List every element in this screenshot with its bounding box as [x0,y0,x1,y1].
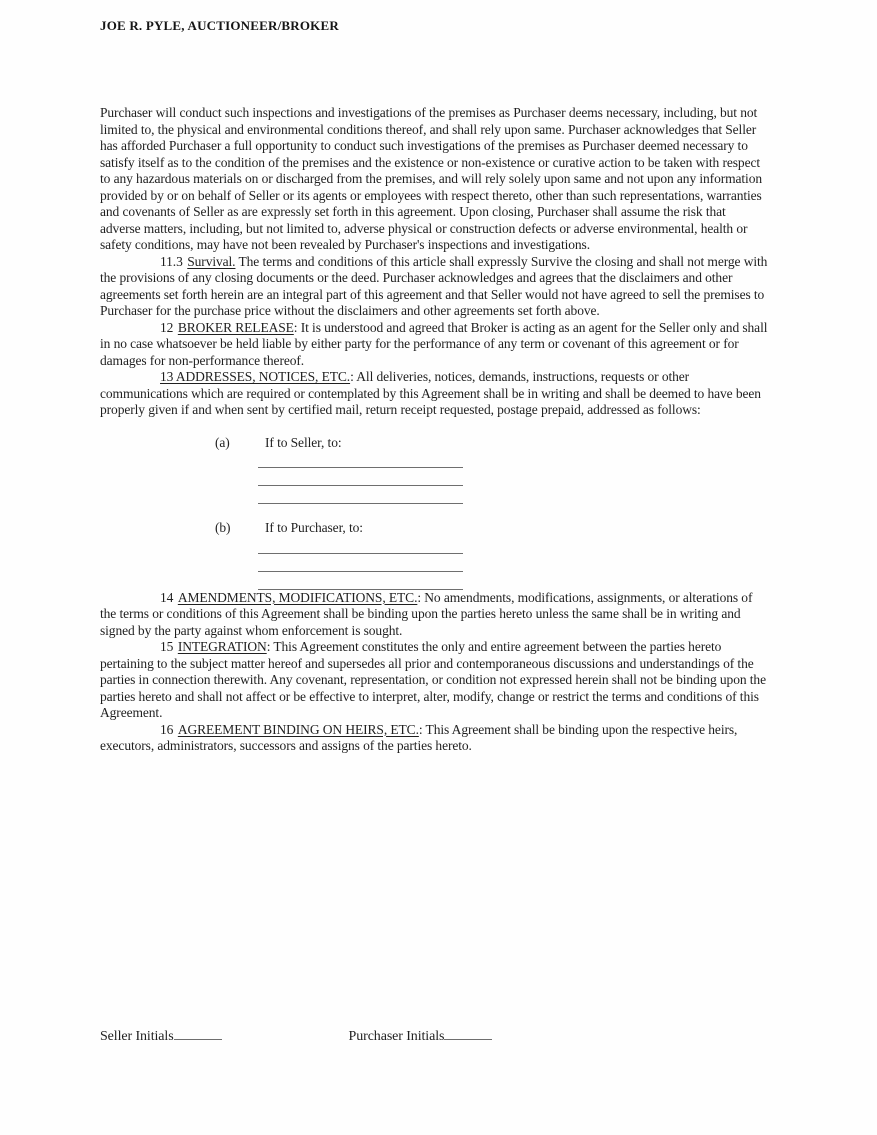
section-13-separator: : [350,369,357,384]
section-13-body: All deliveries, notices, demands, instructions, requests or other communications which are required or contemplated by this Agreement shall be in writing and shall be deemed to have been properly given if and when sent by certified mail, return receipt requested, postage prepaid, addressed as follows: [100,369,761,417]
document-body [100,105,768,755]
section-13 [100,369,768,419]
section-15-body: This Agreement constitutes the only and entire agreement between the parties hereto pertaining to the subject matter hereof and supersedes all prior and contemporaneous discussions and understandings of the parties in connection therewith. Any covenant, representation, or condition not expressed herein shall not be binding upon the parties hereto and shall not affect or be effective to interpret, alter, modify, change or restrict the terms and conditions of this Agreement. [100,639,766,720]
purchaser-address-blank-line-1 [258,537,463,554]
seller-initials-label: Seller Initials [100,1029,174,1044]
notice-item-a-label: (a) [215,434,230,450]
seller-address-blank-line-3 [258,486,463,504]
initials-row [100,1024,492,1045]
notice-address-purchaser [100,520,768,590]
section-14-separator: : [417,589,425,605]
notice-item-b-text: If to Purchaser, to: [265,520,363,535]
section-11-3 [100,254,768,320]
section-15 [100,639,768,722]
section-13-heading: 13 ADDRESSES, NOTICES, ETC. [160,369,351,384]
section-11-3-heading: Survival. [187,253,236,269]
section-14 [100,590,768,640]
section-12-separator: : [293,319,301,335]
seller-address-blank-line-2 [258,468,463,486]
section-12 [100,320,768,370]
section-16-separator: : [418,721,426,737]
section-15-separator: : [266,639,274,654]
notice-address-purchaser-row [100,520,768,537]
notice-address-seller [100,435,768,505]
section-15-number: 15 [160,639,174,654]
section-16 [100,722,768,755]
section-14-body: No amendments, modifications, assignments, or alterations of the terms or conditions of this Agreement shall be binding upon the parties hereto unless the same shall be in writing and signed by the party against whom enforcement is sought. [100,589,753,638]
section-16-heading: AGREEMENT BINDING ON HEIRS, ETC. [177,721,419,737]
notice-address-seller-row [100,435,768,452]
section-16-number: 16 [160,721,174,737]
purchaser-initials-label: Purchaser Initials [348,1029,445,1044]
section-11-3-body: The terms and conditions of this article shall expressly Survive the closing and shall not merge with the provisions of any closing documents or the deed. Purchaser acknowledges and agrees that the disclaimers and other agreements set forth herein are an integral part of this agreement and that Seller would not have agreed to sell the premises to Purchaser for the purchase price without the disclaimers and other agreements set forth above. [100,253,768,318]
section-16-body: This Agreement shall be binding upon the respective heirs, executors, administrators, successors and assigns of the parties hereto. [100,721,738,753]
section-11-3-number: 11.3 [160,253,183,269]
section-12-heading: BROKER RELEASE [177,319,294,335]
section-12-body: It is understood and agreed that Broker is acting as an agent for the Seller only and shall in no case whatsoever be held liable by either party for the performance of any term or covenant of this agreement or for damages for non-performance thereof. [100,319,768,368]
notice-item-a-text: If to Seller, to: [265,434,342,450]
purchaser-initials-blank [444,1024,492,1040]
purchaser-address-blank-line-2 [258,554,463,572]
purchaser-address-blank-line-3 [258,572,463,590]
intro-paragraph: Purchaser will conduct such inspections and investigations of the premises as Purchaser deems necessary, including, but not limited to, the physical and environmental conditions thereof, and shall rely upon same. Purchaser acknowledges that Seller has afforded Purchaser a full opportunity to conduct such investigations of the premises as Purchaser deemed necessary to satisfy itself as to the condition of the premises and the existence or non-existence or curative action to be taken with respect to any hazardous materials on or discharged from the premises, and will rely solely upon same and not upon any information provided by or on behalf of Seller or its agents or employees with respect thereto, other than such representations, warranties and covenants of Seller as are expressly set forth in this agreement. Upon closing, Purchaser shall assume the risk that adverse matters, including, but not limited to, adverse physical or construction defects or adverse environmental, health or safety conditions, may have not been revealed by Purchaser's inspections and investigations. [100,105,763,252]
section-12-number: 12 [160,319,174,335]
seller-address-blank-line-1 [258,451,463,468]
section-14-heading: AMENDMENTS, MODIFICATIONS, ETC. [177,589,418,605]
section-14-number: 14 [160,589,174,605]
notice-item-b-label: (b) [215,520,231,535]
seller-initials-blank [174,1024,222,1040]
document-header: JOE R. PYLE, AUCTIONEER/BROKER [100,18,339,33]
section-15-heading: INTEGRATION [177,639,267,654]
